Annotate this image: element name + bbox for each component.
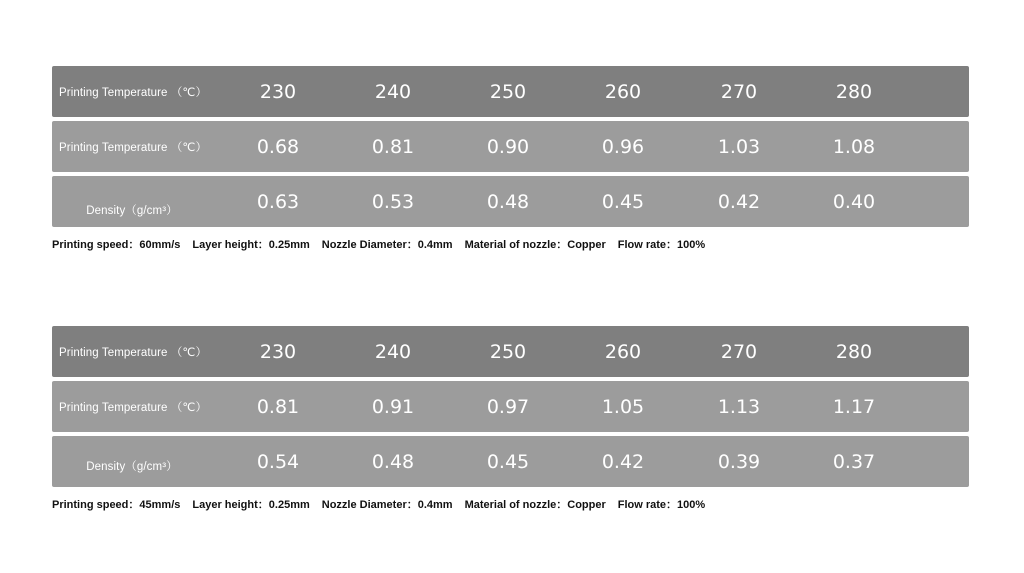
table-cell: 0.54: [256, 450, 300, 473]
table-cell: 0.91: [371, 395, 415, 418]
row-label: Density（g/cm³）: [86, 460, 178, 473]
table-row-density: [52, 436, 969, 487]
table-cell: 0.68: [256, 135, 300, 158]
table-row-second: [52, 381, 969, 432]
table-row-temperature: [52, 326, 969, 377]
table-cell: 0.45: [486, 450, 530, 473]
table-cell: 240: [374, 340, 412, 363]
table-cell: 1.17: [832, 395, 876, 418]
table-cell: 260: [604, 80, 642, 103]
row-label: Density（g/cm³）: [86, 204, 178, 217]
layer-height: Layer height：0.25mm: [192, 499, 310, 511]
print-speed: Printing speed：45mm/s: [52, 499, 181, 511]
table-cell: 1.13: [717, 395, 761, 418]
table-cell: 230: [259, 80, 297, 103]
table-cell: 0.53: [371, 190, 415, 213]
table-cell: 0.63: [256, 190, 300, 213]
table-cell: 240: [374, 80, 412, 103]
table-cell: 0.90: [486, 135, 530, 158]
table-cell: 0.81: [371, 135, 415, 158]
table-cell: 270: [720, 340, 758, 363]
flow-rate: Flow rate：100%: [617, 499, 706, 511]
table-cell: 260: [604, 340, 642, 363]
table-cell: 250: [489, 80, 527, 103]
layer-height: Layer height：0.25mm: [192, 239, 310, 251]
nozzle-material: Material of nozzle：Copper: [464, 239, 606, 251]
table-row-temperature: [52, 66, 969, 117]
table-cell: 1.08: [832, 135, 876, 158]
table-cell: 0.97: [486, 395, 530, 418]
table-cell: 0.40: [832, 190, 876, 213]
row-label: Printing Temperature （℃）: [59, 401, 208, 414]
table-cell: 0.81: [256, 395, 300, 418]
table-row-density: [52, 176, 969, 227]
table-cell: 280: [835, 340, 873, 363]
row-label: Printing Temperature （℃）: [59, 141, 208, 154]
table-cell: 250: [489, 340, 527, 363]
table-cell: 1.03: [717, 135, 761, 158]
nozzle-diameter: Nozzle Diameter：0.4mm: [321, 239, 453, 251]
table-cell: 280: [835, 80, 873, 103]
print-parameters-1: [52, 236, 717, 252]
data-table-1: [52, 66, 969, 231]
table-cell: 0.42: [601, 450, 645, 473]
table-cell: 0.42: [717, 190, 761, 213]
flow-rate: Flow rate：100%: [617, 239, 706, 251]
nozzle-material: Material of nozzle：Copper: [464, 499, 606, 511]
print-speed: Printing speed：60mm/s: [52, 239, 181, 251]
nozzle-diameter: Nozzle Diameter：0.4mm: [321, 499, 453, 511]
row-label: Printing Temperature （℃）: [59, 346, 208, 359]
table-cell: 0.48: [486, 190, 530, 213]
table-cell: 1.05: [601, 395, 645, 418]
table-cell: 0.37: [832, 450, 876, 473]
table-cell: 270: [720, 80, 758, 103]
table-cell: 0.48: [371, 450, 415, 473]
row-label: Printing Temperature （℃）: [59, 86, 208, 99]
table-row-second: [52, 121, 969, 172]
print-parameters-2: [52, 496, 717, 512]
table-cell: 230: [259, 340, 297, 363]
table-cell: 0.96: [601, 135, 645, 158]
data-table-2: [52, 326, 969, 491]
table-cell: 0.39: [717, 450, 761, 473]
table-cell: 0.45: [601, 190, 645, 213]
